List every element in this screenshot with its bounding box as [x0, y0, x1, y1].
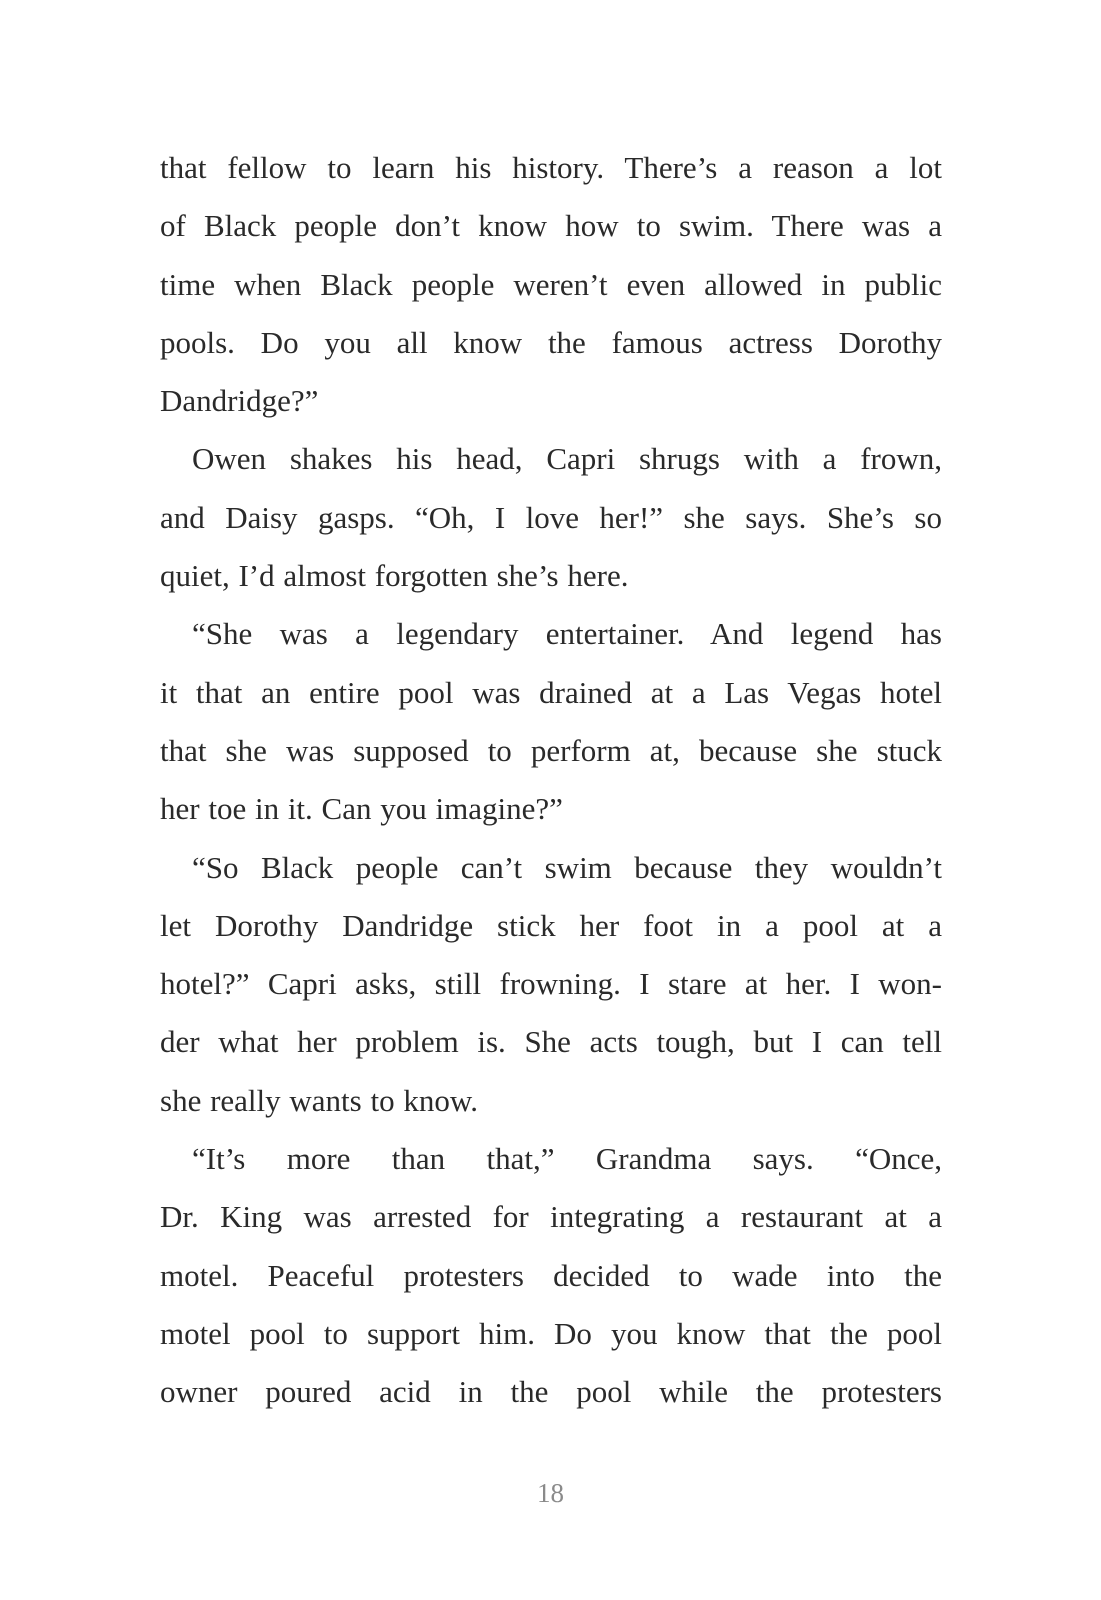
text-line: Dr. King was arrested for integrating a restaurant at a [160, 1199, 942, 1235]
text-line: pools. Do you all know the famous actress Dorothy [160, 324, 942, 360]
text-line: it that an entire pool was drained at a Las Vegas hotel [160, 674, 942, 710]
text-line: owner poured acid in the pool while the protesters [160, 1374, 942, 1410]
text-line: that fellow to learn his history. There’s a reason a lot [160, 150, 942, 185]
text-line: Dandridge?” [160, 383, 319, 419]
page-number: 18 [537, 1478, 564, 1508]
text-line: “It’s more than that,” Grandma says. “Once, [192, 1141, 942, 1177]
text-line: let Dorothy Dandridge stick her foot in a pool at a [160, 907, 942, 943]
text-line: der what her problem is. She acts tough, but I can tell [160, 1024, 942, 1060]
text-line: hotel?” Capri asks, still frowning. I stare at her. I won- [160, 966, 942, 1002]
text-line: and Daisy gasps. “Oh, I love her!” she says. She’s so [160, 499, 942, 535]
text-line: “So Black people can’t swim because they wouldn’t [192, 849, 942, 885]
body-text [160, 139, 942, 1422]
text-line: she really wants to know. [160, 1082, 478, 1118]
text-line: of Black people don’t know how to swim. There was a [160, 208, 942, 244]
text-line: motel pool to support him. Do you know that the pool [160, 1315, 942, 1351]
text-line: quiet, I’d almost forgotten she’s here. [160, 558, 629, 594]
text-line: her toe in it. Can you imagine?” [160, 791, 563, 827]
text-line: that she was supposed to perform at, because she stuck [160, 732, 942, 768]
text-line: Owen shakes his head, Capri shrugs with a frown, [192, 441, 942, 477]
text-line: motel. Peaceful protesters decided to wade into the [160, 1257, 942, 1293]
text-line: time when Black people weren’t even allowed in public [160, 266, 942, 302]
text-line: “She was a legendary entertainer. And legend has [192, 616, 942, 652]
